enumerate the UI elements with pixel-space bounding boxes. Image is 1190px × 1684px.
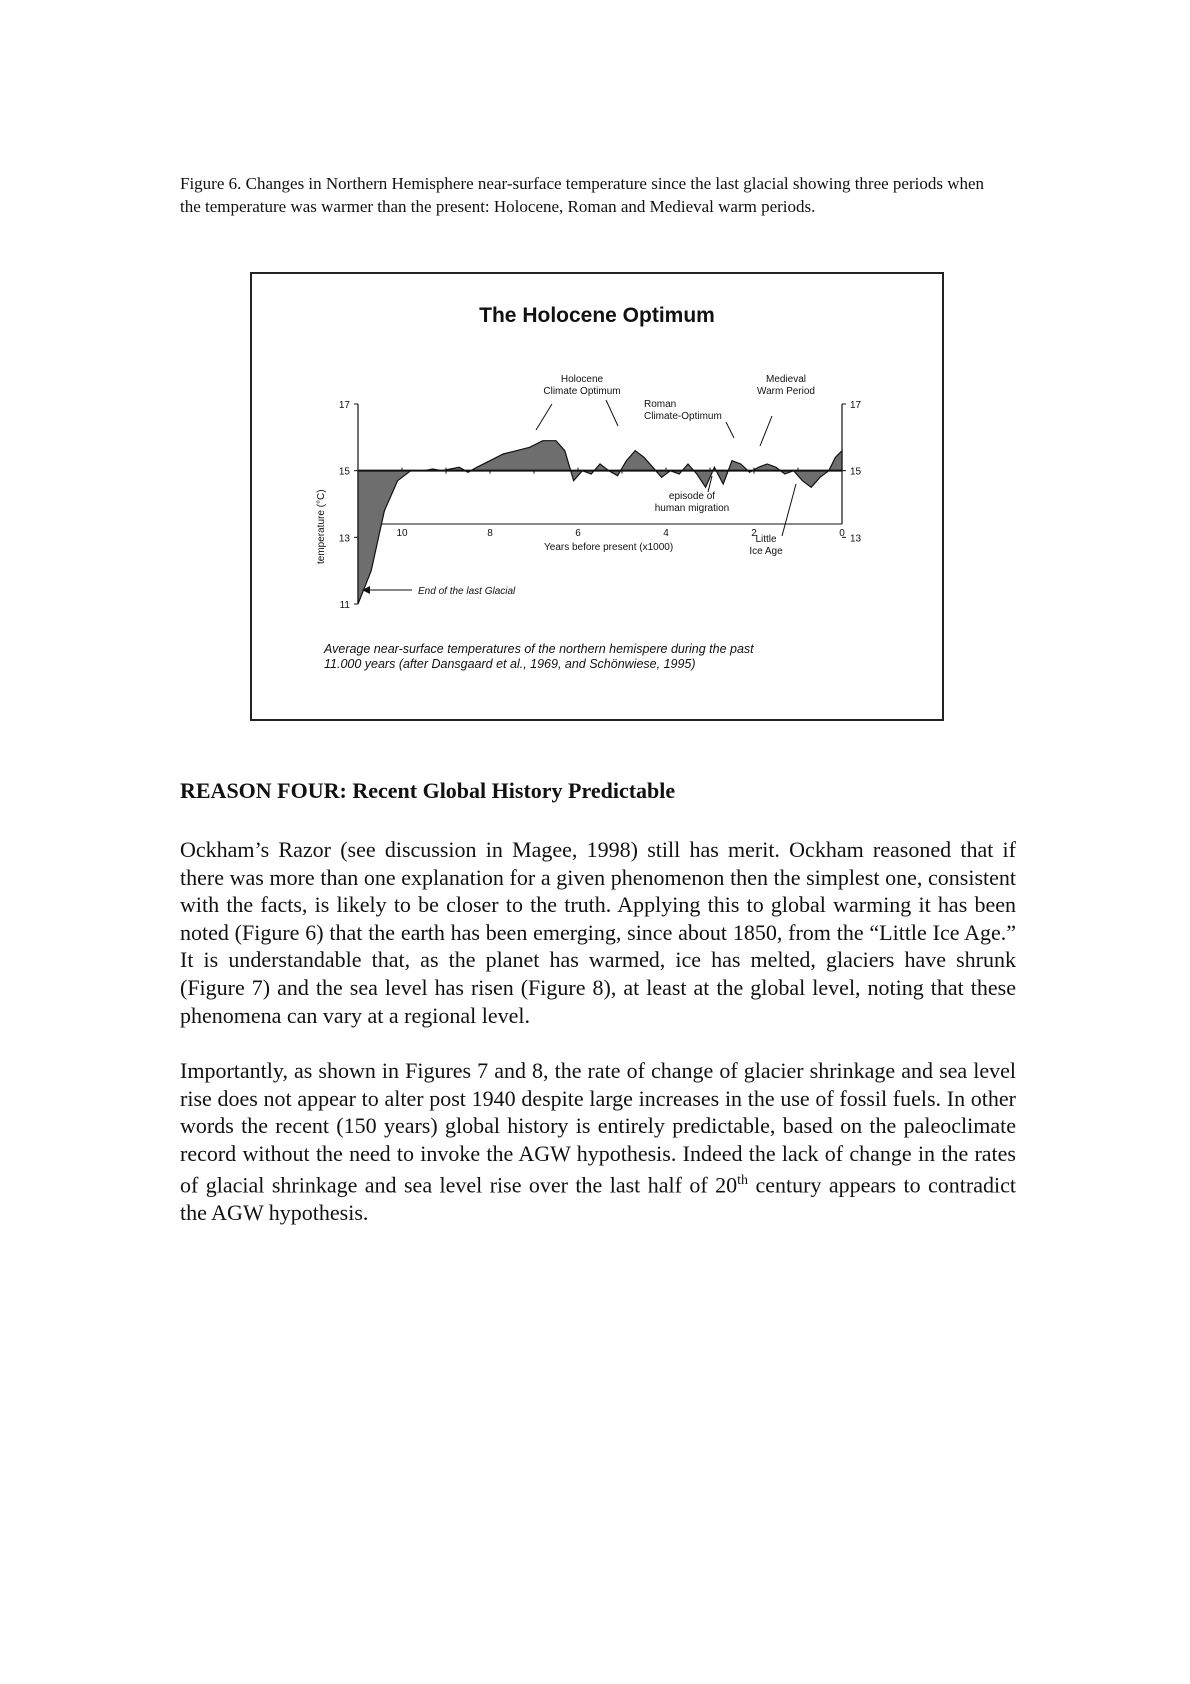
holocene-arrow xyxy=(536,404,552,430)
medieval-label-2: Warm Period xyxy=(757,386,815,397)
ordinal-suffix: th xyxy=(737,1173,749,1189)
little-ice-age-label-1: Little xyxy=(755,534,777,545)
migration-label-1: episode of xyxy=(668,491,716,502)
left-tick-label: 15 xyxy=(338,466,350,478)
chart-title: The Holocene Optimum xyxy=(479,304,715,327)
paragraph-2 xyxy=(180,1057,1016,1227)
figure-note-line-2: 11.000 years (after Dansgaard et al., 1969, and Schönwiese, 1995) xyxy=(324,657,696,671)
holocene-label-1: Holocene xyxy=(560,374,604,385)
temperature-area xyxy=(358,441,842,604)
x-axis-ticks xyxy=(396,468,845,539)
medieval-label-1: Medieval xyxy=(765,374,807,385)
x-tick-label: 6 xyxy=(575,528,581,539)
right-axis-ticks xyxy=(842,400,862,544)
left-tick-label: 13 xyxy=(338,533,350,545)
figure-note-line-1: Average near-surface temperatures of the northern hemispere during the past xyxy=(324,642,754,656)
left-tick-label: 11 xyxy=(339,600,350,611)
x-tick-label: 4 xyxy=(663,528,669,539)
little-ice-age-arrow xyxy=(782,484,796,536)
x-tick-label: 2 xyxy=(751,528,757,539)
roman-label-1: Roman xyxy=(644,399,677,410)
figure-caption: Figure 6. Changes in Northern Hemisphere near-surface temperature since the last glacial showing three periods when the temperature was warmer than the present: Holocene, Roman and Medieval warm periods. xyxy=(180,174,985,216)
holocene-label-2: Climate Optimum xyxy=(543,386,621,397)
roman-arrow-2 xyxy=(726,422,734,438)
left-axis-ticks xyxy=(339,400,358,611)
paragraph-2-part-2: century appears to contradict the AGW hypothesis. xyxy=(180,1172,1016,1226)
medieval-arrow xyxy=(760,416,772,446)
x-axis-label: Years before present (x1000) xyxy=(544,542,674,553)
x-tick-label: 0 xyxy=(839,528,845,539)
figure-6-box xyxy=(250,272,944,721)
right-tick-label: 15 xyxy=(850,466,862,478)
migration-label-2: human migration xyxy=(654,503,730,514)
right-tick-label: 17 xyxy=(850,400,862,411)
x-tick-label: 10 xyxy=(396,528,408,539)
roman-label-2: Climate-Optimum xyxy=(644,411,722,422)
y-axis-label: temperature (°C) xyxy=(316,489,327,564)
left-tick-label: 17 xyxy=(338,400,350,411)
little-ice-age-label-2: Ice Age xyxy=(749,546,783,557)
paragraph-2-part-1: Importantly, as shown in Figures 7 and 8, the rate of change of glacier shrinkage and sea level rise does not appear to alter post 1940 despite large increases in the use of fossil fuels. In other words the recent (150 years) global history is entirely predictable, based on the paleoclimate record without the need to invoke the AGW hypothesis. Indeed the lack of change in the rates of glacial shrinkage and sea level rise over the last half of 20 xyxy=(180,1058,1016,1198)
section-heading: REASON FOUR: Recent Global History Predictable xyxy=(180,778,676,803)
x-tick-label: 8 xyxy=(487,528,493,539)
roman-arrow xyxy=(606,400,618,426)
figure-note xyxy=(324,642,884,672)
paragraph-1: Ockham’s Razor (see discussion in Magee, 1998) still has merit. Ockham reasoned that if there was more than one explanation for a given phenomenon then the simplest one, consistent with the facts, is likely to be closer to the truth. Applying this to global warming it has been noted (Figure 6) that the earth has been emerging, since about 1850, from the “Little Ice Age.” It is understandable that, as the planet has warmed, ice has melted, glaciers have shrunk (Figure 7) and the sea level has risen (Figure 8), at least at the global level, noting that these phenomena can vary at a regional level. xyxy=(180,837,1016,1028)
right-tick-label: 13 xyxy=(850,533,862,545)
glacial-label: End of the last Glacial xyxy=(418,586,516,597)
